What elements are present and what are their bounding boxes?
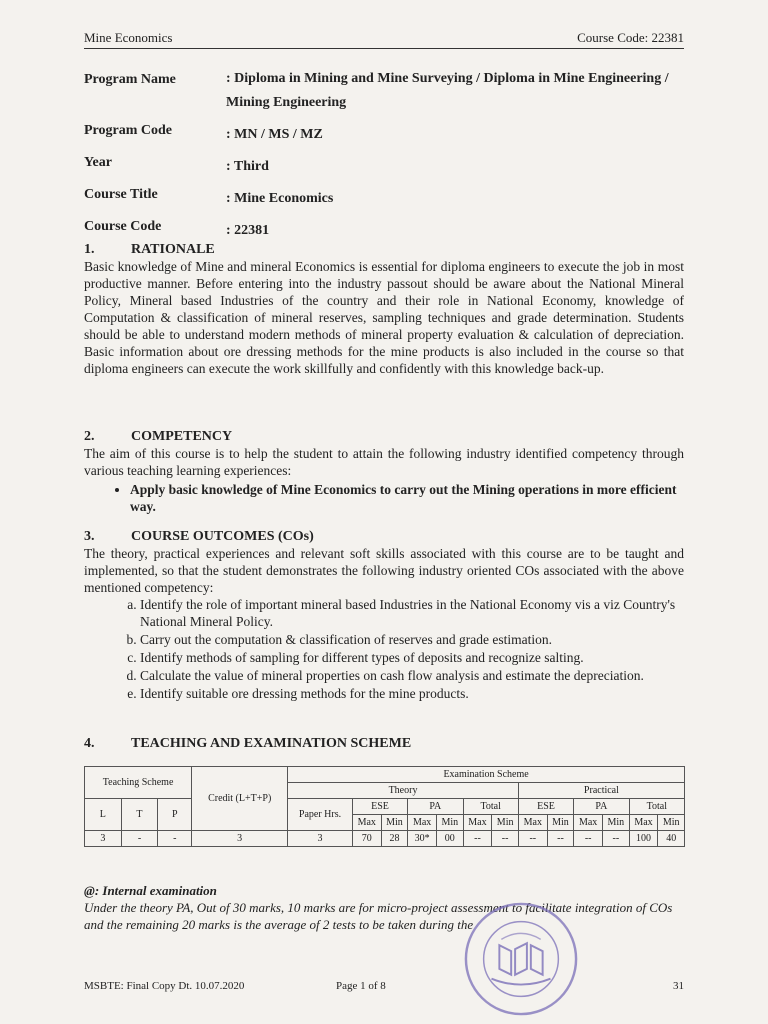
- info-row: [84, 123, 684, 147]
- theory-ese-header: ESE: [352, 799, 407, 815]
- info-row: [84, 187, 684, 211]
- outcomes-text: The theory, practical experiences and relevant soft skills associated with this course are to be taught and implemented, so that the student demonstrates the following industry oriented COs associated with the above mentioned competency:: [84, 546, 684, 595]
- table-cell: --: [492, 831, 518, 847]
- institution-seal: [462, 900, 580, 1018]
- footer-sheet-number: 31: [673, 980, 684, 992]
- practical-hours-header: P: [158, 799, 192, 831]
- page-header: [84, 30, 684, 49]
- max-header: Max: [518, 815, 547, 831]
- section-number: 3.: [84, 529, 95, 544]
- teaching-scheme-header: Teaching Scheme: [85, 767, 192, 799]
- section-title: TEACHING AND EXAMINATION SCHEME: [131, 736, 412, 751]
- info-value: : Third: [226, 159, 269, 174]
- outcome-item: e. Identify suitable ore dressing methods for the mine products.: [140, 685, 684, 702]
- internal-exam-note: [84, 882, 684, 933]
- table-cell: 3: [85, 831, 122, 847]
- table-cell: --: [574, 831, 603, 847]
- section-title: COURSE OUTCOMES (COs): [131, 529, 314, 544]
- practical-header: Practical: [518, 783, 684, 799]
- table-cell: -: [121, 831, 158, 847]
- paper-hours-header: Paper Hrs.: [288, 799, 353, 831]
- outcomes-list: [84, 596, 684, 702]
- max-header: Max: [408, 815, 437, 831]
- info-value: : Mine Economics: [226, 191, 334, 206]
- header-course-name: Mine Economics: [84, 30, 173, 45]
- table-cell: 100: [629, 831, 658, 847]
- section-heading: [84, 735, 684, 752]
- footer-copy-info: MSBTE: Final Copy Dt. 10.07.2020: [84, 980, 245, 992]
- table-cell: 3: [288, 831, 353, 847]
- section-title: COMPETENCY: [131, 429, 233, 444]
- outcome-item: b. Carry out the computation & classification of reserves and grade estimation.: [140, 631, 684, 648]
- table-cell: --: [603, 831, 629, 847]
- info-row: [84, 219, 684, 243]
- header-course-code: Course Code: 22381: [577, 30, 684, 45]
- table-cell: 40: [658, 831, 685, 847]
- table-row: [85, 831, 685, 847]
- program-info: [84, 72, 684, 251]
- practical-total-header: Total: [629, 799, 684, 815]
- section-number: 2.: [84, 429, 95, 444]
- info-label: Year: [84, 155, 112, 170]
- competency-list: [84, 481, 684, 515]
- info-value: : 22381: [226, 223, 270, 238]
- info-label: Course Title: [84, 187, 158, 202]
- info-label: Program Code: [84, 123, 172, 138]
- exam-scheme-header: Examination Scheme: [288, 767, 685, 783]
- section-heading: [84, 241, 684, 258]
- lecture-header: L: [85, 799, 122, 831]
- info-value: : MN / MS / MZ: [226, 127, 323, 142]
- max-header: Max: [463, 815, 492, 831]
- info-row: [84, 155, 684, 179]
- page-number: Page 1 of 8: [336, 980, 386, 992]
- min-header: Min: [547, 815, 573, 831]
- competency-item: • Apply basic knowledge of Mine Economics to carry out the Mining operations in more efficient way.: [130, 481, 684, 515]
- table-cell: 3: [192, 831, 288, 847]
- max-header: Max: [352, 815, 381, 831]
- table-cell: 28: [381, 831, 407, 847]
- tutorial-header: T: [121, 799, 158, 831]
- section-heading: [84, 528, 684, 545]
- section-number: 1.: [84, 242, 95, 257]
- min-header: Min: [603, 815, 629, 831]
- competency-text: The aim of this course is to help the student to attain the following industry identified competency through various teaching learning experiences:: [84, 446, 684, 478]
- section-heading: [84, 428, 684, 445]
- rationale-text: Basic knowledge of Mine and mineral Economics is essential for diploma engineers to execute the job in most productive manner. Before entering into the industry passout should be aware about the National Mineral Policy, Mineral based Industries of the country and their role in National Economy, knowledge of Computation & classification of mineral reserves, sampling techniques and grade determination. Students should be able to understand modern methods of mineral property evaluation & calculation of depreciation. Basic information about ore dressing methods for the mine products is also included in the course so that diploma engineers can execute the work skillfully and confidently with this knowledge back-up.: [84, 259, 684, 376]
- max-header: Max: [574, 815, 603, 831]
- theory-total-header: Total: [463, 799, 518, 815]
- note-title: @: Internal examination: [84, 883, 217, 898]
- theory-pa-header: PA: [408, 799, 463, 815]
- min-header: Min: [658, 815, 685, 831]
- min-header: Min: [437, 815, 463, 831]
- outcome-item: d. Calculate the value of mineral properties on cash flow analysis and estimate the depreciation.: [140, 667, 684, 684]
- scheme-table: [84, 766, 685, 847]
- section-course-outcomes: [84, 528, 684, 703]
- info-value: : Diploma in Mining and Mine Surveying / Diploma in Mine Engineering / Mining Engineering: [226, 71, 669, 110]
- section-title: RATIONALE: [131, 242, 215, 257]
- table-cell: 30*: [408, 831, 437, 847]
- table-cell: -: [158, 831, 192, 847]
- info-row: [84, 72, 684, 115]
- min-header: Min: [381, 815, 407, 831]
- min-header: Min: [492, 815, 518, 831]
- info-label: Program Name: [84, 72, 176, 87]
- table-cell: 00: [437, 831, 463, 847]
- info-label: Course Code: [84, 219, 162, 234]
- theory-header: Theory: [288, 783, 519, 799]
- practical-pa-header: PA: [574, 799, 629, 815]
- note-text: Under the theory PA, Out of 30 marks, 10 marks are for micro-project assessment to facilitate integration of COs and the remaining 20 marks is the average of 2 tests to be taken during the: [84, 900, 673, 932]
- table-cell: --: [518, 831, 547, 847]
- outcome-item: c. Identify methods of sampling for different types of deposits and recognize salting.: [140, 649, 684, 666]
- section-competency: [84, 428, 684, 516]
- section-number: 4.: [84, 736, 95, 751]
- practical-ese-header: ESE: [518, 799, 573, 815]
- max-header: Max: [629, 815, 658, 831]
- section-scheme: [84, 735, 684, 752]
- credit-header: Credit (L+T+P): [192, 767, 288, 831]
- outcome-item: a. Identify the role of important mineral based Industries in the National Economy vis a viz Country's National Mineral Policy.: [140, 596, 684, 630]
- table-cell: 70: [352, 831, 381, 847]
- table-cell: --: [547, 831, 573, 847]
- section-rationale: [84, 241, 684, 377]
- table-cell: --: [463, 831, 492, 847]
